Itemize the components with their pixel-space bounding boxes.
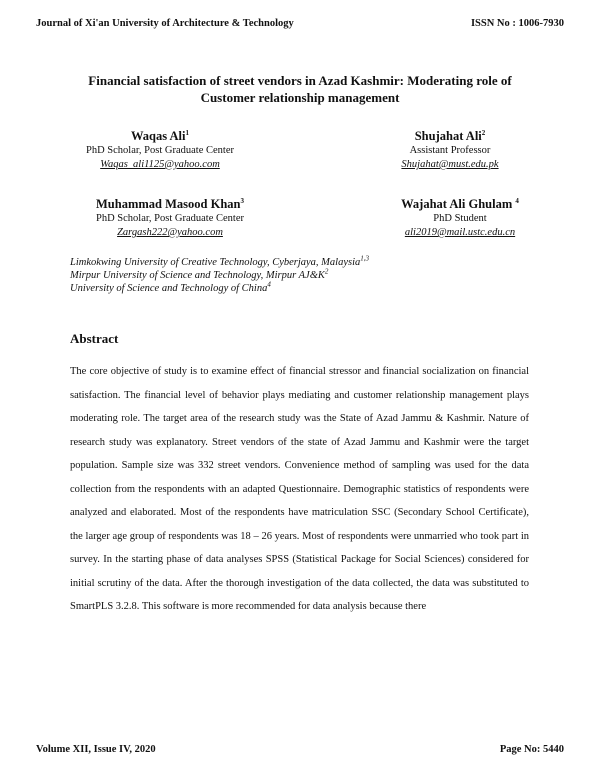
- author-email[interactable]: Shujahat@must.edu.pk: [401, 159, 499, 170]
- author-role: PhD Student: [433, 213, 487, 224]
- affiliation-text: Mirpur University of Science and Technology, Mirpur AJ&K: [70, 270, 325, 281]
- author-sup: 4: [515, 196, 519, 205]
- author-email[interactable]: Waqas_ali1125@yahoo.com: [100, 159, 220, 170]
- title-line-2: Customer relationship management: [200, 90, 400, 105]
- author-1: [60, 128, 260, 172]
- author-role: Assistant Professor: [409, 145, 491, 156]
- author-sup: 3: [240, 196, 244, 205]
- author-name: Wajahat Ali Ghulam: [401, 197, 513, 211]
- journal-name: Journal of Xi'an University of Architecture & Technology: [36, 18, 294, 29]
- author-name: Muhammad Masood Khan: [96, 197, 241, 211]
- author-sup: 1: [185, 128, 190, 137]
- affiliation-text: Limkokwing University of Creative Technology, Cyberjaya, Malaysia: [70, 257, 361, 268]
- issn: ISSN No : 1006-7930: [470, 18, 564, 29]
- affiliation-2: [70, 269, 369, 282]
- affiliation-sup: 1,3: [360, 254, 370, 263]
- author-3: [60, 196, 280, 240]
- footer-volume: Volume XII, Issue IV, 2020: [36, 744, 156, 755]
- author-role: PhD Scholar, Post Graduate Center: [95, 213, 244, 224]
- abstract-heading: Abstract: [70, 331, 119, 346]
- affiliation-sup: 4: [267, 280, 271, 289]
- author-4: [360, 196, 560, 240]
- author-email[interactable]: Zargash222@yahoo.com: [117, 227, 223, 238]
- paper-title: [60, 72, 540, 106]
- affiliation-text: University of Science and Technology of China: [70, 283, 268, 294]
- abstract-body: The core objective of study is to examine effect of financial stressor and financial socialization on financial satisfaction. The financial level of behavior plays mediating and customer relationship management plays moderating role. The target area of the research study was the State of Azad Jammu & Kashmir. Nature of research study was explanatory. Street vendors of the state of Azad Jammu and Kashmir were the target population. Sample size was 332 street vendors. Convenience method of sampling was used for the data collection from the respondents with an adapted Questionnaire. Demographic statistics of respondents were analyzed and elaborated. Most of the respondents have matriculation SSC (Secondary School Certificate), the larger age group of respondents was 18 – 26 years. Most of respondents were unmarried who took part in survey. In the starting phase of data analyses SPSS (Statistical Package for Social Sciences) considered for initial scrutiny of the data. After the thorough investigation of the data collected, the data was substituted to SmartPLS 3.2.8. This software is more recommended for data analysis because there: [70, 366, 529, 612]
- title-line-1: Financial satisfaction of street vendors in Azad Kashmir: Moderating role of: [88, 73, 512, 88]
- author-sup: 2: [481, 128, 486, 137]
- affiliation-3: [70, 282, 369, 295]
- author-role: PhD Scholar, Post Graduate Center: [85, 145, 234, 156]
- affiliation-sup: 2: [324, 267, 329, 276]
- author-name: Waqas Ali: [130, 129, 186, 143]
- author-name: Shujahat Ali: [414, 129, 482, 143]
- footer-page-number: Page No: 5440: [499, 744, 564, 755]
- author-email[interactable]: ali2019@mail.ustc.edu.cn: [404, 227, 516, 238]
- author-2: [350, 128, 550, 172]
- affiliations: [70, 256, 369, 295]
